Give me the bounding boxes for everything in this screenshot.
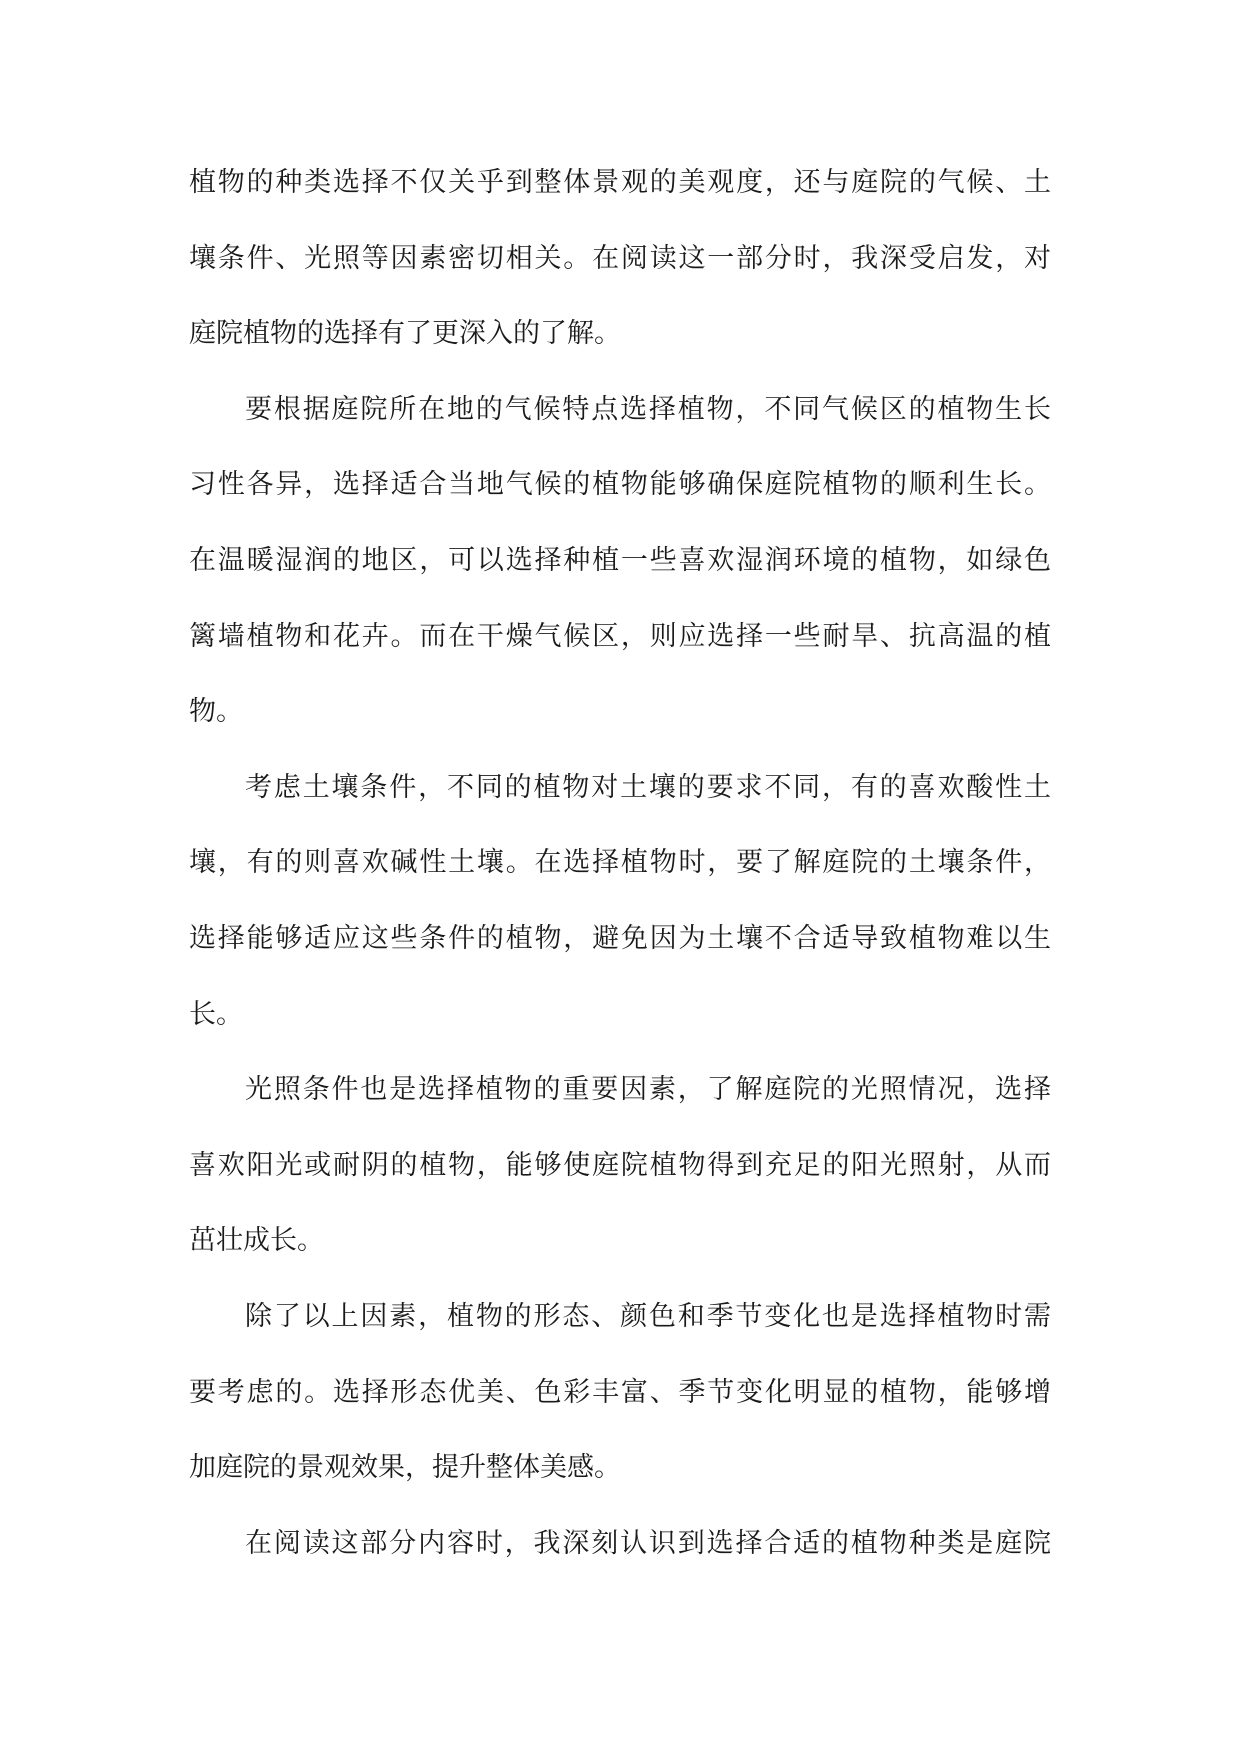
text-line: 壤，有的则喜欢碱性土壤。在选择植物时，要了解庭院的土壤条件， (189, 847, 1051, 879)
text-line: 选择能够适应这些条件的植物，避免因为土壤不合适导致植物难以生 (189, 922, 1051, 954)
text-line: 光照条件也是选择植物的重要因素，了解庭院的光照情况，选择 (245, 1074, 1051, 1106)
text-line: 长。 (189, 998, 243, 1030)
text-line: 习性各异，选择适合当地气候的植物能够确保庭院植物的顺利生长。 (189, 469, 1051, 501)
text-line: 考虑土壤条件，不同的植物对土壤的要求不同，有的喜欢酸性土 (245, 771, 1051, 803)
text-line: 在温暖湿润的地区，可以选择种植一些喜欢湿润环境的植物，如绿色 (189, 544, 1051, 576)
text-line: 篱墙植物和花卉。而在干燥气候区，则应选择一些耐旱、抗高温的植 (189, 620, 1051, 652)
text-line: 在阅读这部分内容时，我深刻认识到选择合适的植物种类是庭院 (245, 1527, 1051, 1559)
text-line: 要考虑的。选择形态优美、色彩丰富、季节变化明显的植物，能够增 (189, 1376, 1051, 1408)
text-line: 要根据庭院所在地的气候特点选择植物，不同气候区的植物生长 (245, 393, 1051, 425)
text-line: 喜欢阳光或耐阴的植物，能够使庭院植物得到充足的阳光照射，从而 (189, 1149, 1051, 1181)
text-line: 植物的种类选择不仅关乎到整体景观的美观度，还与庭院的气候、土 (189, 167, 1051, 198)
text-line: 加庭院的景观效果，提升整体美感。 (189, 1452, 621, 1484)
body-text (189, 145, 1051, 1581)
text-line: 除了以上因素，植物的形态、颜色和季节变化也是选择植物时需 (245, 1300, 1051, 1332)
text-line: 庭院植物的选择有了更深入的了解。 (189, 318, 621, 350)
text-line: 壤条件、光照等因素密切相关。在阅读这一部分时，我深受启发，对 (189, 242, 1051, 274)
text-line: 物。 (189, 696, 243, 728)
text-line: 茁壮成长。 (189, 1225, 324, 1257)
